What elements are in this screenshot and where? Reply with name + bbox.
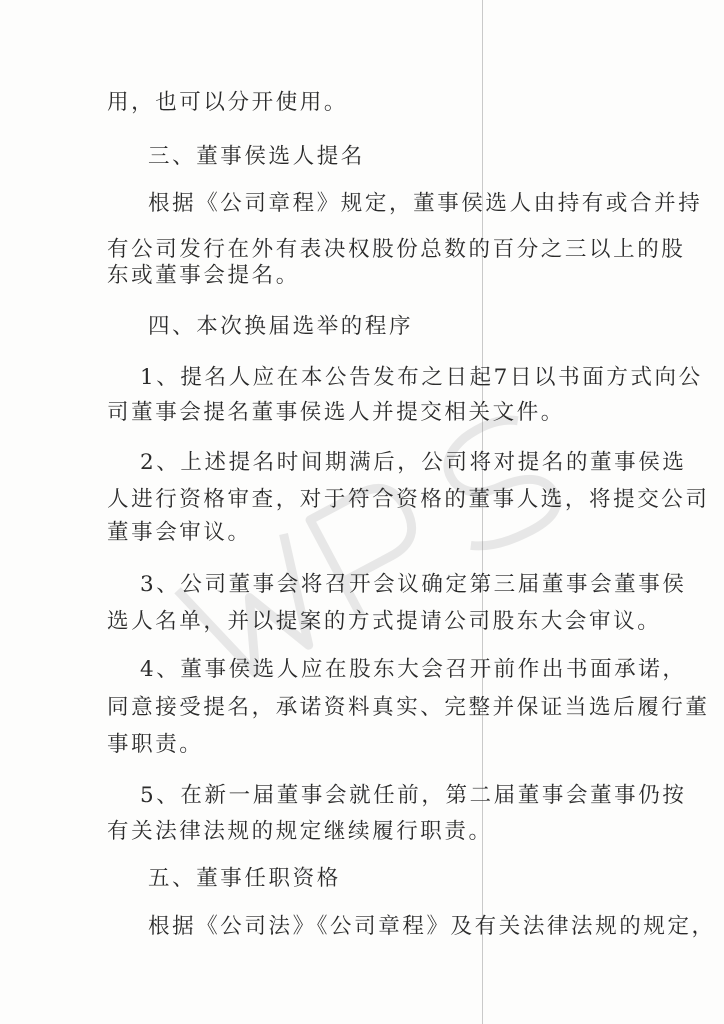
- text-line: 根据《公司章程》规定，董事侯选人由持有或合并持: [148, 191, 703, 216]
- text-line: 董事会审议。: [107, 520, 252, 545]
- text-line: 4、董事侯选人应在股东大会召开前作出书面承诺，: [140, 657, 687, 682]
- text-line: 5、在新一届董事会就任前，第二届董事会董事仍按: [140, 783, 687, 808]
- text-line: 3、公司董事会将召开会议确定第三届董事会董事侯: [140, 572, 687, 597]
- text-line: 根据《公司法》《公司章程》及有关法律法规的规定，: [148, 914, 716, 939]
- text-line: 东或董事会提名。: [107, 263, 300, 288]
- text-line: 1、提名人应在本公告发布之日起7日以书面方式向公: [140, 365, 703, 390]
- text-line: 同意接受提名，承诺资料真实、完整并保证当选后履行董: [107, 695, 710, 720]
- text-line: 司董事会提名董事侯选人并提交相关文件。: [107, 400, 565, 425]
- text-line: 有关法律法规的规定继续履行职责。: [107, 819, 493, 844]
- section-heading: 四、本次换届选举的程序: [148, 314, 414, 339]
- text-line: 选人名单，并以提案的方式提请公司股东大会审议。: [107, 609, 662, 634]
- section-heading: 五、董事任职资格: [148, 866, 341, 891]
- text-line: 用，也可以分开使用。: [107, 90, 349, 115]
- section-heading: 三、董事侯选人提名: [148, 144, 365, 169]
- text-line: 有公司发行在外有表决权股份总数的百分之三以上的股: [107, 237, 686, 262]
- text-line: 2、上述提名时间期满后，公司将对提名的董事侯选: [140, 450, 687, 475]
- text-line: 人进行资格审查，对于符合资格的董事人选，将提交公司: [107, 487, 710, 512]
- text-line: 事职责。: [107, 732, 204, 757]
